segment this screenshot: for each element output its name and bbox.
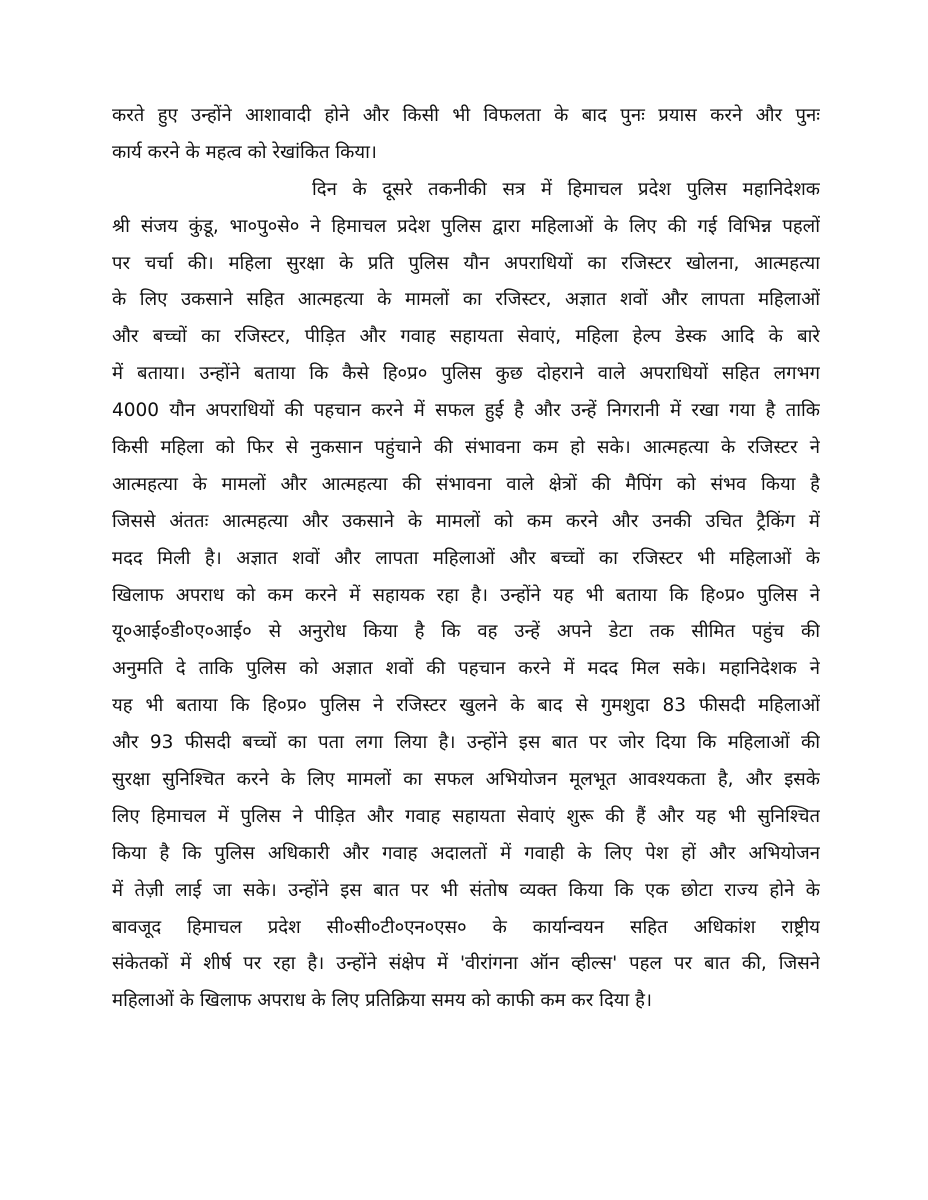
- text-line: और बच्चों का रजिस्टर, पीड़ित और गवाह सहायता सेवाएं, महिला हेल्प डेस्क आदि के बारे: [112, 326, 820, 348]
- text-line: कार्य करने के महत्व को रेखांकित किया।: [112, 141, 377, 163]
- text-line: पर चर्चा की। महिला सुरक्षा के प्रति पुलिस यौन अपराधियों का रजिस्टर खोलना, आत्महत्या: [112, 252, 820, 274]
- text-line: यू०आई०डी०ए०आई० से अनुरोध किया है कि वह उन्हें अपने डेटा तक सीमित पहुंच की: [112, 621, 820, 643]
- text-line: किसी महिला को फिर से नुकसान पहुंचाने की संभावना कम हो सके। आत्महत्या के रजिस्टर ने: [112, 437, 820, 459]
- text-line: करते हुए उन्होंने आशावादी होने और किसी भी विफलता के बाद पुनः प्रयास करने और पुनः: [112, 105, 820, 126]
- text-line: महिलाओं के खिलाफ अपराध के लिए प्रतिक्रिया समय को काफी कम कर दिया है।: [112, 990, 653, 1012]
- text-line: लिए हिमाचल में पुलिस ने पीड़ित और गवाह सहायता सेवाएं शुरू की हैं और यह भी सुनिश्चित: [112, 805, 820, 827]
- text-line: जिससे अंततः आत्महत्या और उकसाने के मामलों को कम करने और उनकी उचित ट्रैकिंग में: [112, 510, 820, 532]
- text-line: किया है कि पुलिस अधिकारी और गवाह अदालतों में गवाही के लिए पेश हों और अभियोजन: [112, 842, 820, 864]
- text-line: बावजूद हिमाचल प्रदेश सी०सी०टी०एन०एस० के कार्यान्वयन सहित अधिकांश राष्ट्रीय: [112, 916, 820, 938]
- text-line: सुरक्षा सुनिश्चित करने के लिए मामलों का सफल अभियोजन मूलभूत आवश्यकता है, और इसके: [112, 769, 820, 791]
- text-line: आत्महत्या के मामलों और आत्महत्या की संभावना वाले क्षेत्रों की मैपिंग को संभव किया है: [112, 473, 820, 495]
- paragraph-first-line: दिन के दूसरे तकनीकी सत्र में हिमाचल प्रदेश पुलिस महानिदेशक: [312, 178, 820, 200]
- text-line: संकेतकों में शीर्ष पर रहा है। उन्होंने संक्षेप में 'वीरांगना ऑन व्हील्स' पहल पर बात की, जिसने: [112, 953, 820, 975]
- text-line: और 93 फीसदी बच्चों का पता लगा लिया है। उन्होंने इस बात पर जोर दिया कि महिलाओं की: [112, 732, 820, 754]
- text-line: में तेज़ी लाई जा सके। उन्होंने इस बात पर भी संतोष व्यक्त किया कि एक छोटा राज्य होने के: [112, 879, 820, 901]
- text-line: यह भी बताया कि हि०प्र० पुलिस ने रजिस्टर खुलने के बाद से गुमशुदा 83 फीसदी महिलाओं: [112, 695, 820, 717]
- text-line: अनुमति दे ताकि पुलिस को अज्ञात शवों की पहचान करने में मदद मिल सके। महानिदेशक ने: [112, 658, 820, 680]
- text-line: श्री संजय कुंडू, भा०पु०से० ने हिमाचल प्रदेश पुलिस द्वारा महिलाओं के लिए की गई विभिन्न पहलों: [112, 215, 820, 237]
- text-line: 4000 यौन अपराधियों की पहचान करने में सफल हुई है और उन्हें निगरानी में रखा गया है ताकि: [112, 400, 820, 422]
- text-line: में बताया। उन्होंने बताया कि कैसे हि०प्र० पुलिस कुछ दोहराने वाले अपराधियों सहित लगभग: [112, 363, 820, 385]
- text-line: खिलाफ अपराध को कम करने में सहायक रहा है। उन्होंने यह भी बताया कि हि०प्र० पुलिस ने: [112, 584, 820, 606]
- text-line: मदद मिली है। अज्ञात शवों और लापता महिलाओं और बच्चों का रजिस्टर भी महिलाओं के: [112, 547, 820, 569]
- text-line: के लिए उकसाने सहित आत्महत्या के मामलों का रजिस्टर, अज्ञात शवों और लापता महिलाओं: [112, 289, 820, 311]
- document-body: [112, 98, 820, 1020]
